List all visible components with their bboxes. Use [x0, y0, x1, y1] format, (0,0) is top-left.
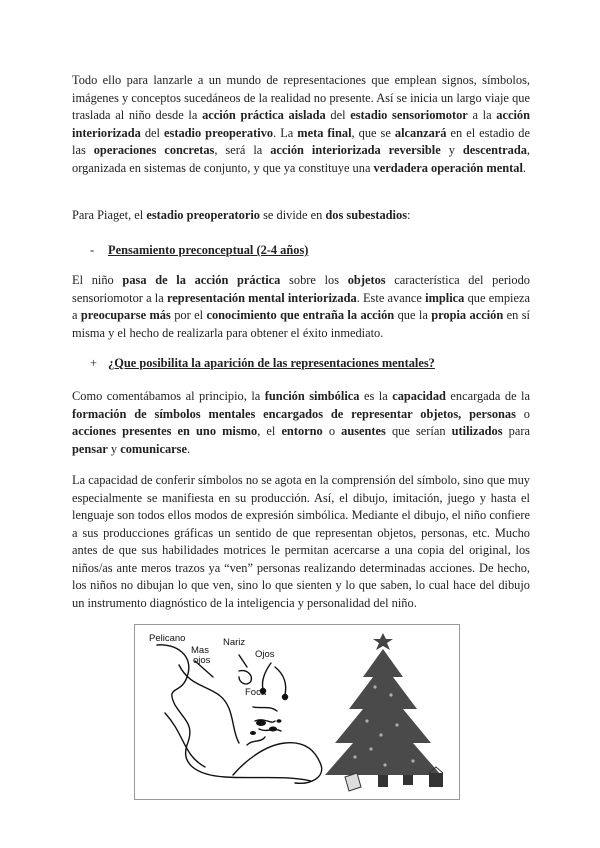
- drawings-svg: [135, 625, 459, 799]
- pelican-seal-drawing: [157, 645, 322, 784]
- paragraph-symbolic-function: Como comentábamos al principio, la función simbólica es la capacidad encargada de la formación de símbolos mentales encargados de representar objetos, personas o acciones presentes en uno mismo, el entorno o ausentes que serían utilizados para pensar y comunicarse.: [72, 389, 531, 456]
- paragraph-intro: Todo ello para lanzarle a un mundo de representaciones que emplean signos, símbolos, imágenes y conceptos sucedáneos de la realidad no presente. Así se inicia un largo viaje que traslada al niño desde la acción práctica aislada del estadio sensoriomotor a la acción interiorizada del estadio preoperativo. La meta final, que se alcanzará en el estadio de las operaciones concretas, será la acción interiorizada reversible y descentrada, organizada en sistemas de conjunto, y que ya constituye una verdadera operación mental.: [72, 73, 531, 175]
- children-drawings-figure: [134, 624, 460, 800]
- label-mas: Mas: [191, 645, 209, 656]
- paragraph-drawing: La capacidad de conferir símbolos no se agota en la comprensión del símbolo, sino que muy especialmente se manifiesta en su producción. Así, el dibujo, imitación, juego y hasta el lenguaje son todos ellos modos de expresión simbólica. Mediante el dibujo, el niño confiere a sus producciones gráficas un sentido de que representan objetos, personas, etc. Mucho antes de que sus habilidades motrices le permitan acercarse a una copia del original, los niños/as ante meros trazos ya “ven” personas realizando determinadas acciones. De hecho, los niños no dibujan lo que ven, sino lo que sienten y lo que saben, lo cual hace del dibujo un instrumento diagnóstico de la inteligencia y personalidad del niño.: [72, 473, 530, 610]
- paragraph-piaget: Para Piaget, el estadio preoperatorio se divide en dos subestadios:: [72, 208, 411, 222]
- heading-text: Pensamiento preconceptual (2-4 años): [108, 243, 309, 257]
- label-foca: Foca: [245, 687, 267, 698]
- paragraph-preconceptual: El niño pasa de la acción práctica sobre los objetos característica del periodo sensoriomotor a la representación mental interiorizada. Este avance implica que empieza a preocuparse más por el conocimiento que entraña la acción que la propia acción en sí misma y el hecho de realizarla para obtener el éxito inmediato.: [72, 273, 531, 340]
- label-pelicano: Pelicano: [149, 633, 186, 644]
- christmas-tree-drawing: [325, 633, 441, 787]
- list-marker: +: [90, 356, 97, 370]
- heading-text: ¿Que posibilita la aparición de las representaciones mentales?: [108, 356, 435, 370]
- label-ojos: ojos: [193, 655, 211, 666]
- section-heading-question: [90, 355, 435, 373]
- label-nariz: Nariz: [223, 637, 246, 648]
- section-heading-preconceptual: [90, 242, 308, 260]
- list-marker: -: [90, 243, 95, 257]
- label-ojos-2: Ojos: [255, 649, 275, 660]
